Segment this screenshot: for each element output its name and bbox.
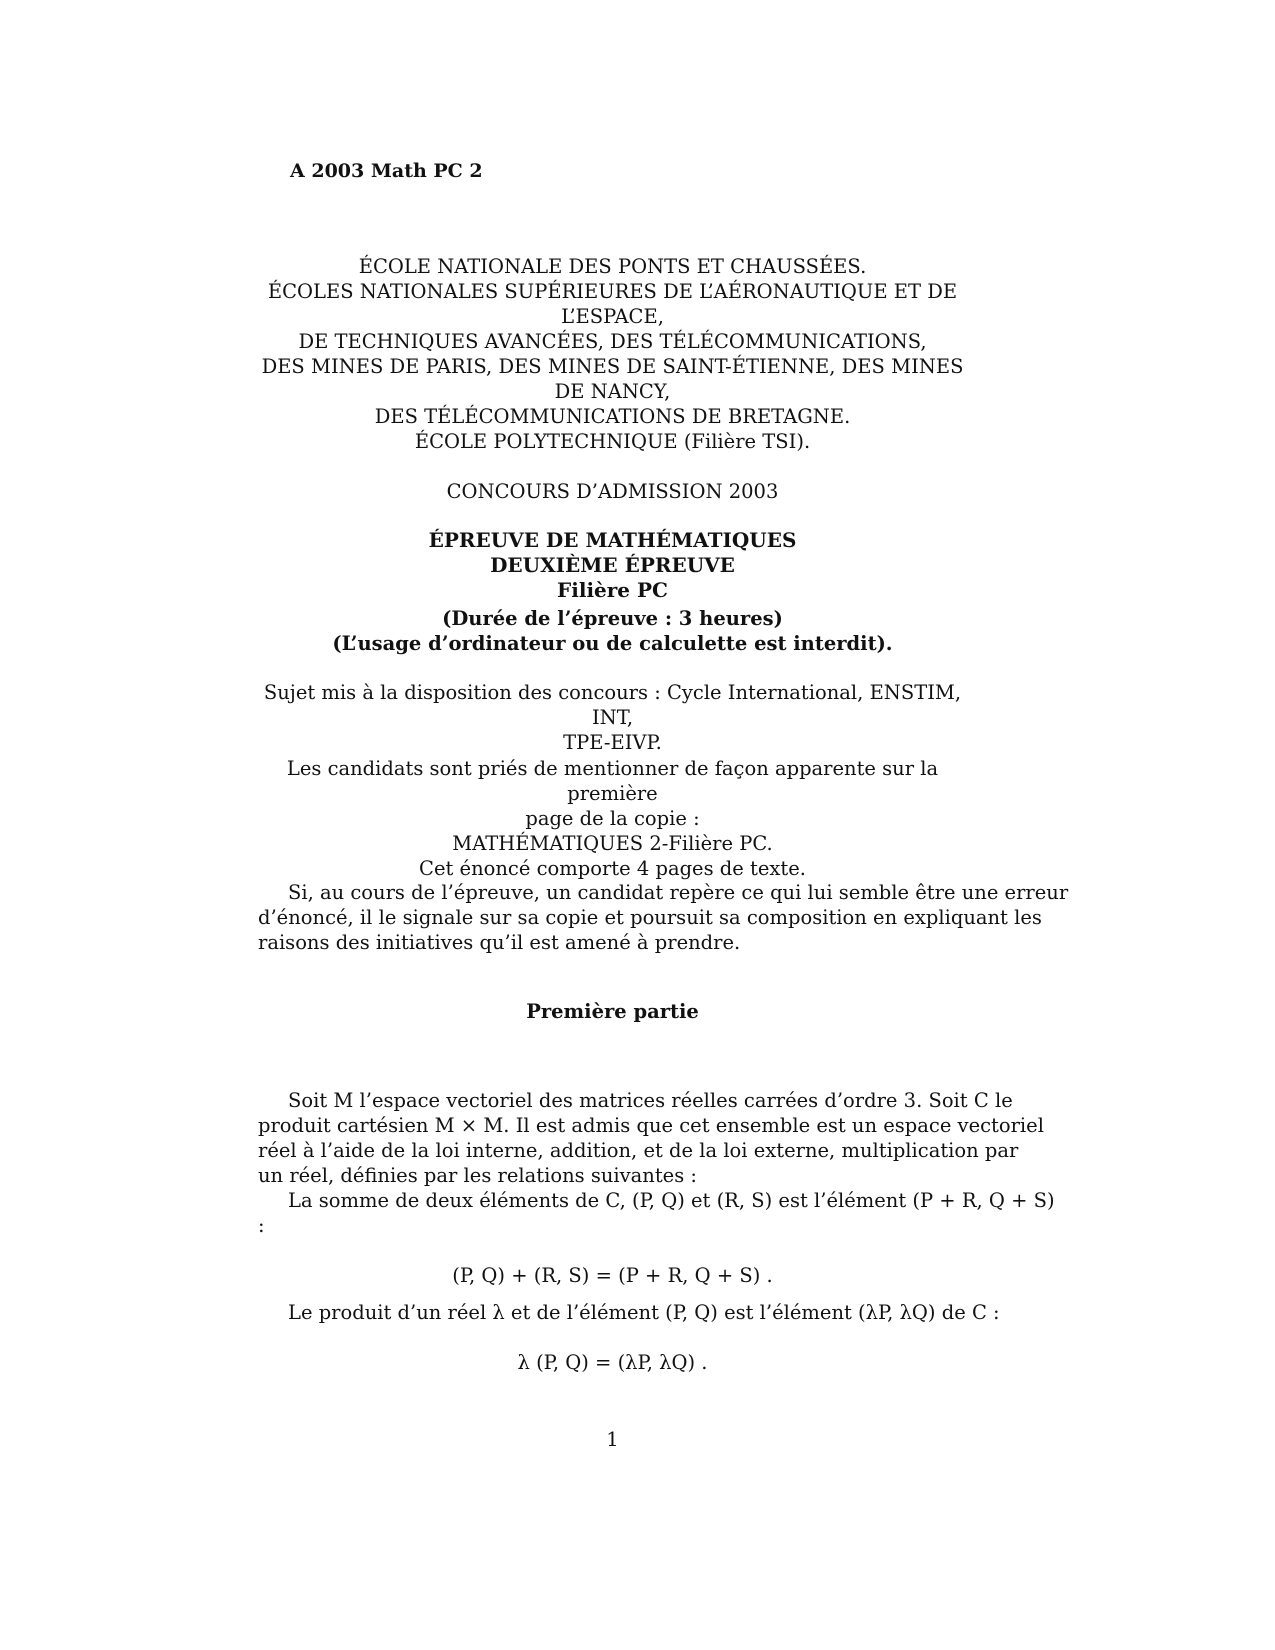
- header-line: DES MINES DE PARIS, DES MINES DE SAINT-ÉTIENNE, DES MINES: [261, 355, 964, 378]
- candidate-instructions: [255, 756, 970, 881]
- error-notice-paragraph: [258, 880, 1069, 955]
- header-line: ÉCOLE NATIONALE DES PONTS ET CHAUSSÉES.: [358, 255, 867, 278]
- subject-block: [255, 680, 970, 755]
- exam-line: Filière PC: [557, 578, 668, 602]
- contest-title: CONCOURS D’ADMISSION 2003: [446, 480, 779, 503]
- intro-line: un réel, définies par les relations suivantes :: [258, 1164, 697, 1187]
- product-paragraph: [258, 1300, 1000, 1325]
- intro-line: La somme de deux éléments de C, (P, Q) et (R, S) est l’élément (P + R, Q + S): [288, 1189, 1055, 1212]
- exam-line: DEUXIÈME ÉPREUVE: [490, 553, 735, 577]
- schools-header: [255, 254, 970, 454]
- product-line: Le produit d’un réel λ et de l’élément (P, Q) est l’élément (λP, λQ) de C :: [288, 1301, 1000, 1324]
- calculator-rule-line: (L’usage d’ordinateur ou de calculette est interdit).: [332, 632, 893, 655]
- instruction-line: Les candidats sont priés de mentionner de façon apparente sur la première: [286, 757, 939, 805]
- instruction-line: page de la copie :: [525, 807, 700, 830]
- intro-line: réel à l’aide de la loi interne, addition, et de la loi externe, multiplication par: [258, 1139, 1019, 1162]
- header-line: ÉCOLE POLYTECHNIQUE (Filière TSI).: [414, 430, 811, 453]
- exam-title: [255, 528, 970, 603]
- duration-block: [255, 606, 970, 656]
- notice-line: d’énoncé, il le signale sur sa copie et poursuit sa composition en expliquant les: [258, 906, 1042, 929]
- subject-line: TPE-EIVP.: [563, 731, 662, 754]
- header-line: L’ESPACE,: [561, 305, 664, 328]
- instruction-line: MATHÉMATIQUES 2-Filière PC.: [452, 832, 773, 855]
- exam-code: A 2003 Math PC 2: [290, 160, 483, 182]
- intro-line: produit cartésien M × M. Il est admis que cet ensemble est un espace vectoriel: [258, 1114, 1044, 1137]
- sum-formula: (P, Q) + (R, S) = (P + R, Q + S) .: [452, 1264, 773, 1287]
- notice-line: raisons des initiatives qu’il est amené à prendre.: [258, 931, 741, 954]
- duration-line: (Durée de l’épreuve : 3 heures): [442, 607, 783, 630]
- intro-line: Soit M l’espace vectoriel des matrices réelles carrées d’ordre 3. Soit C le: [288, 1089, 1013, 1112]
- product-formula: λ (P, Q) = (λP, λQ) .: [517, 1351, 708, 1374]
- intro-paragraph: [258, 1088, 1055, 1238]
- header-line: DES TÉLÉCOMMUNICATIONS DE BRETAGNE.: [374, 405, 851, 428]
- header-line: DE NANCY,: [554, 380, 671, 403]
- section-heading: Première partie: [526, 1000, 699, 1023]
- instruction-line: Cet énoncé comporte 4 pages de texte.: [419, 857, 806, 880]
- intro-line: :: [258, 1214, 265, 1237]
- page-number: 1: [606, 1428, 619, 1451]
- header-line: ÉCOLES NATIONALES SUPÉRIEURES DE L’AÉRONAUTIQUE ET DE: [267, 280, 958, 303]
- notice-line: Si, au cours de l’épreuve, un candidat repère ce qui lui semble être une erreur: [288, 881, 1069, 904]
- subject-line: Sujet mis à la disposition des concours : Cycle International, ENSTIM, INT,: [263, 681, 962, 729]
- header-line: DE TECHNIQUES AVANCÉES, DES TÉLÉCOMMUNICATIONS,: [298, 330, 927, 353]
- exam-line: ÉPREUVE DE MATHÉMATIQUES: [428, 528, 797, 552]
